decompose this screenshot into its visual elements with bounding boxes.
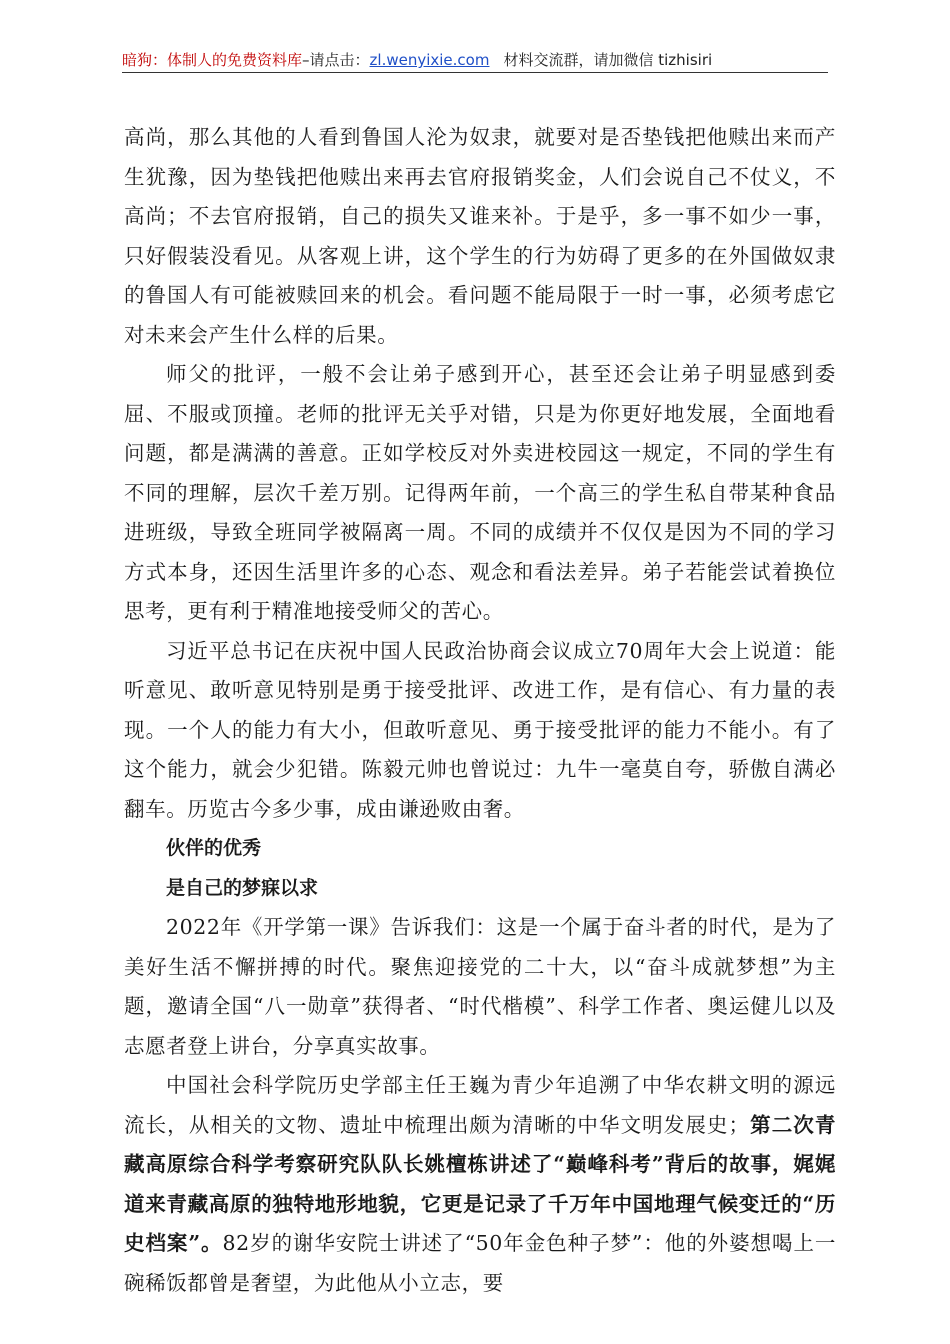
header-prompt: –请点击： [302,51,370,69]
header-note: 材料交流群，请加微信 tizhisiri [503,51,713,69]
section-heading-line-2: 是自己的梦寐以求 [166,876,319,899]
header-link[interactable]: zl.wenyixie.com [369,51,490,69]
header-divider [122,72,828,73]
section-heading-line-1: 伙伴的优秀 [166,837,262,859]
paragraph-2: 师父的批评，一般不会让弟子感到开心，甚至还会让弟子明显感到委屈、不服或顶撞。老师的批评无关乎对错，只是为你更好地发展，全面地看问题，都是满满的善意。正如学校反对外卖进校园这一规定，不同的学生有不同的理解，层次千差万别。记得两年前，一个高三的学生私自带某种食品进班级，导致全班同学被隔离一周。不同的成绩并不仅仅是因为不同的学习方式本身，还因生活里许多的心态、观念和看法差异。弟子若能尝试着换位思考，更有利于精准地接受师父的苦心。 [124,362,836,623]
page-header [122,48,828,72]
paragraph-5 [124,1066,836,1303]
paragraph-5-part-1: 中国社会科学院历史学部主任王巍为青少年追溯了中华农耕文明的源远流长，从相关的文物、遗址中梳理出颇为清晰的中华文明发展史； [124,1073,836,1137]
paragraph-1: 高尚，那么其他的人看到鲁国人沦为奴隶，就要对是否垫钱把他赎出来而产生犹豫，因为垫钱把他赎出来再去官府报销奖金，人们会说自己不仗义，不高尚；不去官府报销，自己的损失又谁来补。于是乎，多一事不如少一事，只好假装没看见。从客观上讲，这个学生的行为妨碍了更多的在外国做奴隶的鲁国人有可能被赎回来的机会。看问题不能局限于一时一事，必须考虑它对未来会产生什么样的后果。 [124,125,836,347]
paragraph-5-bold: 第二次青藏高原综合科学考察研究队队长姚檀栋讲述了“巅峰科考”背后的故事，娓娓道来青藏高原的独特地形地貌，它更是记录了千万年中国地理气候变迁的“历史档案”。 [124,1112,836,1255]
header-brand: 暗狗：体制人的免费资料库 [122,51,303,69]
paragraph-3: 习近平总书记在庆祝中国人民政治协商会议成立70周年大会上说道：能听意见、敢听意见特别是勇于接受批评、改进工作，是有信心、有力量的表现。一个人的能力有大小，但敢听意见、勇于接受批评的能力不能小。有了这个能力，就会少犯错。陈毅元帅也曾说过：九牛一毫莫自夸，骄傲自满必翻车。历览古今多少事，成由谦逊败由奢。 [124,638,836,821]
paragraph-4: 2022年《开学第一课》告诉我们：这是一个属于奋斗者的时代，是为了美好生活不懈拼搏的时代。聚焦迎接党的二十大，以“奋斗成就梦想”为主题，邀请全国“八一勋章”获得者、“时代楷模”、科学工作者、奥运健儿以及志愿者登上讲台，分享真实故事。 [124,915,836,1058]
document-body [124,118,836,1303]
paragraph-5-part-3: 82岁的谢华安院士讲述了“50年金色种子梦”：他的外婆想喝上一碗稀饭都曾是奢望，为此他从小立志，要 [124,1231,837,1295]
